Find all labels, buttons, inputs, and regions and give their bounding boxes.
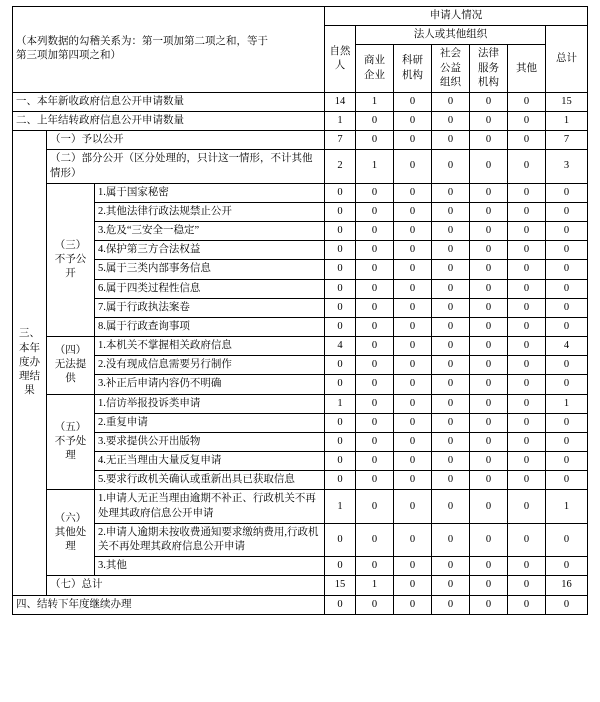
cell-g6-1-natural: 1 <box>325 490 356 523</box>
table-row-g3-7 <box>13 298 588 317</box>
group-2-label: （二）部分公开（区分处理的，只计这一情形，不计其他情形） <box>47 150 325 183</box>
cell-g6-1-legal: 0 <box>470 490 508 523</box>
cell-g6-3-research: 0 <box>394 557 432 576</box>
group-6-label: （六）其他处理 <box>47 490 95 576</box>
cell-g5-3-total: 0 <box>546 432 588 451</box>
cell-s1-commercial: 1 <box>356 92 394 111</box>
cell-g7-total: 16 <box>546 576 588 595</box>
cell-g4-3-commercial: 0 <box>356 375 394 394</box>
cell-g7-other: 0 <box>508 576 546 595</box>
cell-g2-natural: 2 <box>325 150 356 183</box>
cell-g7-natural: 15 <box>325 576 356 595</box>
table-row-g6-3 <box>13 557 588 576</box>
cell-g6-1-research: 0 <box>394 490 432 523</box>
cell-g4-2-legal: 0 <box>470 356 508 375</box>
cell-g3-6-research: 0 <box>394 279 432 298</box>
cell-g4-3-research: 0 <box>394 375 432 394</box>
cell-g4-2-social: 0 <box>432 356 470 375</box>
item-g6-2: 2.申请人逾期未按收费通知要求缴纳费用,行政机关不再处理其政府信息公开申请 <box>95 523 325 556</box>
cell-g3-1-social: 0 <box>432 183 470 202</box>
cell-g4-3-legal: 0 <box>470 375 508 394</box>
table-row-g5-3 <box>13 432 588 451</box>
cell-g5-3-legal: 0 <box>470 432 508 451</box>
item-g5-5: 5.要求行政机关确认或重新出具已获取信息 <box>95 471 325 490</box>
cell-s4-natural: 0 <box>325 595 356 614</box>
cell-g3-4-legal: 0 <box>470 241 508 260</box>
cell-s2-legal: 0 <box>470 112 508 131</box>
cell-g5-1-other: 0 <box>508 394 546 413</box>
cell-g3-2-natural: 0 <box>325 202 356 221</box>
cell-g3-4-other: 0 <box>508 241 546 260</box>
cell-g6-1-social: 0 <box>432 490 470 523</box>
cell-g5-4-social: 0 <box>432 452 470 471</box>
cell-g3-1-research: 0 <box>394 183 432 202</box>
table-row-g6-2 <box>13 523 588 556</box>
table-row-g5-5 <box>13 471 588 490</box>
cell-g3-2-research: 0 <box>394 202 432 221</box>
cell-g3-5-research: 0 <box>394 260 432 279</box>
header-col-research: 科研机构 <box>394 45 432 93</box>
cell-g6-3-total: 0 <box>546 557 588 576</box>
cell-g3-6-natural: 0 <box>325 279 356 298</box>
cell-g5-3-research: 0 <box>394 432 432 451</box>
cell-g3-3-natural: 0 <box>325 222 356 241</box>
cell-s2-other: 0 <box>508 112 546 131</box>
item-g3-7: 7.属于行政执法案卷 <box>95 298 325 317</box>
cell-g3-4-natural: 0 <box>325 241 356 260</box>
cell-g5-4-research: 0 <box>394 452 432 471</box>
item-g3-6: 6.属于四类过程性信息 <box>95 279 325 298</box>
cell-g3-1-commercial: 0 <box>356 183 394 202</box>
cell-s4-other: 0 <box>508 595 546 614</box>
section-4-label: 四、结转下年度继续办理 <box>13 595 325 614</box>
item-g6-3: 3.其他 <box>95 557 325 576</box>
item-g3-5: 5.属于三类内部事务信息 <box>95 260 325 279</box>
cell-g5-5-other: 0 <box>508 471 546 490</box>
cell-s4-legal: 0 <box>470 595 508 614</box>
header-applicant-situation: 申请人情况 <box>325 7 588 26</box>
cell-g4-3-other: 0 <box>508 375 546 394</box>
cell-g3-4-commercial: 0 <box>356 241 394 260</box>
cell-g6-3-social: 0 <box>432 557 470 576</box>
cell-s2-total: 1 <box>546 112 588 131</box>
cell-g3-5-social: 0 <box>432 260 470 279</box>
table-row-g3-3 <box>13 222 588 241</box>
table-row-g7 <box>13 576 588 595</box>
cell-g5-1-research: 0 <box>394 394 432 413</box>
cell-g5-5-total: 0 <box>546 471 588 490</box>
cell-g4-3-natural: 0 <box>325 375 356 394</box>
cell-g5-2-research: 0 <box>394 413 432 432</box>
cell-g1-social: 0 <box>432 131 470 150</box>
cell-s1-total: 15 <box>546 92 588 111</box>
cell-g5-4-commercial: 0 <box>356 452 394 471</box>
table-row-g4-1 <box>13 337 588 356</box>
cell-s1-legal: 0 <box>470 92 508 111</box>
cell-g3-5-commercial: 0 <box>356 260 394 279</box>
cell-g7-research: 0 <box>394 576 432 595</box>
cell-g3-6-total: 0 <box>546 279 588 298</box>
cell-g1-other: 0 <box>508 131 546 150</box>
cell-g3-8-other: 0 <box>508 317 546 336</box>
cell-g4-1-legal: 0 <box>470 337 508 356</box>
table-row-g3-8 <box>13 317 588 336</box>
header-row-1 <box>13 7 588 26</box>
cell-g3-5-total: 0 <box>546 260 588 279</box>
cell-g5-1-total: 1 <box>546 394 588 413</box>
table-row-section-1 <box>13 92 588 111</box>
header-col-commercial: 商业企业 <box>356 45 394 93</box>
cell-s2-commercial: 0 <box>356 112 394 131</box>
cell-s1-other: 0 <box>508 92 546 111</box>
table-row-g5-1 <box>13 394 588 413</box>
group-7-label: （七）总计 <box>47 576 325 595</box>
cell-g7-commercial: 1 <box>356 576 394 595</box>
cell-g3-8-commercial: 0 <box>356 317 394 336</box>
cell-g5-3-social: 0 <box>432 432 470 451</box>
cell-g1-legal: 0 <box>470 131 508 150</box>
cell-g5-4-legal: 0 <box>470 452 508 471</box>
section-2-label: 二、上年结转政府信息公开申请数量 <box>13 112 325 131</box>
cell-s4-commercial: 0 <box>356 595 394 614</box>
cell-g2-commercial: 1 <box>356 150 394 183</box>
cell-g6-1-total: 1 <box>546 490 588 523</box>
cell-g3-2-social: 0 <box>432 202 470 221</box>
cell-g5-1-natural: 1 <box>325 394 356 413</box>
cell-g6-1-other: 0 <box>508 490 546 523</box>
cell-g3-5-legal: 0 <box>470 260 508 279</box>
cell-g6-2-legal: 0 <box>470 523 508 556</box>
cell-g1-natural: 7 <box>325 131 356 150</box>
section-3-label: 三、本年度办理结果 <box>13 131 47 595</box>
cell-g6-2-natural: 0 <box>325 523 356 556</box>
table-row-g3-1 <box>13 183 588 202</box>
item-g5-1: 1.信访举报投诉类申请 <box>95 394 325 413</box>
cell-g6-1-commercial: 0 <box>356 490 394 523</box>
cell-g3-6-social: 0 <box>432 279 470 298</box>
cell-g5-3-other: 0 <box>508 432 546 451</box>
cell-g3-1-total: 0 <box>546 183 588 202</box>
cell-g6-2-research: 0 <box>394 523 432 556</box>
note-cell <box>13 7 325 93</box>
cell-g5-3-commercial: 0 <box>356 432 394 451</box>
cell-g4-1-social: 0 <box>432 337 470 356</box>
table-row-g4-2 <box>13 356 588 375</box>
cell-s2-research: 0 <box>394 112 432 131</box>
cell-g5-4-total: 0 <box>546 452 588 471</box>
cell-s1-social: 0 <box>432 92 470 111</box>
cell-g4-1-commercial: 0 <box>356 337 394 356</box>
table-row-g2 <box>13 150 588 183</box>
cell-g3-3-social: 0 <box>432 222 470 241</box>
cell-g4-1-natural: 4 <box>325 337 356 356</box>
cell-g4-1-other: 0 <box>508 337 546 356</box>
cell-g3-6-other: 0 <box>508 279 546 298</box>
cell-g4-1-research: 0 <box>394 337 432 356</box>
cell-g3-1-legal: 0 <box>470 183 508 202</box>
item-g3-1: 1.属于国家秘密 <box>95 183 325 202</box>
table-row-g3-4 <box>13 241 588 260</box>
cell-g3-7-legal: 0 <box>470 298 508 317</box>
cell-s1-research: 0 <box>394 92 432 111</box>
group-3-label: （三）不予公开 <box>47 183 95 336</box>
item-g4-2: 2.没有现成信息需要另行制作 <box>95 356 325 375</box>
header-legal-or-other-org: 法人或其他组织 <box>356 26 546 45</box>
cell-g5-2-commercial: 0 <box>356 413 394 432</box>
gov-info-disclosure-table <box>12 6 588 615</box>
group-4-label: （四）无法提供 <box>47 337 95 395</box>
cell-g3-5-other: 0 <box>508 260 546 279</box>
cell-g6-3-legal: 0 <box>470 557 508 576</box>
cell-g3-4-social: 0 <box>432 241 470 260</box>
cell-s1-natural: 14 <box>325 92 356 111</box>
table-row-g1 <box>13 131 588 150</box>
cell-g3-5-natural: 0 <box>325 260 356 279</box>
cell-g4-2-total: 0 <box>546 356 588 375</box>
cell-g5-3-natural: 0 <box>325 432 356 451</box>
cell-g3-3-other: 0 <box>508 222 546 241</box>
cell-g3-2-total: 0 <box>546 202 588 221</box>
cell-g5-5-natural: 0 <box>325 471 356 490</box>
cell-g5-5-commercial: 0 <box>356 471 394 490</box>
cell-s4-social: 0 <box>432 595 470 614</box>
table-row-g3-2 <box>13 202 588 221</box>
cell-g5-1-social: 0 <box>432 394 470 413</box>
cell-g3-7-natural: 0 <box>325 298 356 317</box>
header-col-social-welfare: 社会公益组织 <box>432 45 470 93</box>
cell-g3-8-legal: 0 <box>470 317 508 336</box>
cell-g5-2-other: 0 <box>508 413 546 432</box>
item-g4-1: 1.本机关不掌握相关政府信息 <box>95 337 325 356</box>
cell-g6-3-other: 0 <box>508 557 546 576</box>
cell-g3-3-total: 0 <box>546 222 588 241</box>
cell-g1-research: 0 <box>394 131 432 150</box>
cell-s2-natural: 1 <box>325 112 356 131</box>
note-line-1: （本列数据的勾稽关系为：第一项加第二项之和，等于 <box>16 36 268 48</box>
note-line-2: 第三项加第四项之和） <box>16 50 121 62</box>
cell-s4-total: 0 <box>546 595 588 614</box>
cell-g4-3-social: 0 <box>432 375 470 394</box>
cell-g2-other: 0 <box>508 150 546 183</box>
cell-g5-4-other: 0 <box>508 452 546 471</box>
cell-g5-1-legal: 0 <box>470 394 508 413</box>
cell-g6-2-other: 0 <box>508 523 546 556</box>
table-row-g5-4 <box>13 452 588 471</box>
cell-g4-2-commercial: 0 <box>356 356 394 375</box>
cell-g3-6-commercial: 0 <box>356 279 394 298</box>
cell-g5-2-social: 0 <box>432 413 470 432</box>
cell-s2-social: 0 <box>432 112 470 131</box>
cell-g3-1-natural: 0 <box>325 183 356 202</box>
cell-g5-5-social: 0 <box>432 471 470 490</box>
cell-g5-5-research: 0 <box>394 471 432 490</box>
cell-g6-2-social: 0 <box>432 523 470 556</box>
cell-g3-3-legal: 0 <box>470 222 508 241</box>
cell-g3-7-social: 0 <box>432 298 470 317</box>
group-5-label: （五）不予处理 <box>47 394 95 490</box>
item-g5-3: 3.要求提供公开出版物 <box>95 432 325 451</box>
cell-g4-2-other: 0 <box>508 356 546 375</box>
cell-g1-total: 7 <box>546 131 588 150</box>
cell-g6-3-commercial: 0 <box>356 557 394 576</box>
cell-g3-8-social: 0 <box>432 317 470 336</box>
cell-g2-legal: 0 <box>470 150 508 183</box>
cell-g6-3-natural: 0 <box>325 557 356 576</box>
table-row-g3-5 <box>13 260 588 279</box>
cell-g5-1-commercial: 0 <box>356 394 394 413</box>
header-col-other: 其他 <box>508 45 546 93</box>
cell-g4-1-total: 4 <box>546 337 588 356</box>
cell-g3-8-natural: 0 <box>325 317 356 336</box>
cell-g5-2-natural: 0 <box>325 413 356 432</box>
cell-g3-8-total: 0 <box>546 317 588 336</box>
cell-s4-research: 0 <box>394 595 432 614</box>
cell-g3-8-research: 0 <box>394 317 432 336</box>
cell-g4-3-total: 0 <box>546 375 588 394</box>
cell-g2-research: 0 <box>394 150 432 183</box>
cell-g3-1-other: 0 <box>508 183 546 202</box>
cell-g5-5-legal: 0 <box>470 471 508 490</box>
item-g5-2: 2.重复申请 <box>95 413 325 432</box>
group-1-label: （一）予以公开 <box>47 131 325 150</box>
cell-g3-7-total: 0 <box>546 298 588 317</box>
item-g3-4: 4.保护第三方合法权益 <box>95 241 325 260</box>
cell-g6-2-total: 0 <box>546 523 588 556</box>
item-g6-1: 1.申请人无正当理由逾期不补正、行政机关不再处理其政府信息公开申请 <box>95 490 325 523</box>
item-g4-3: 3.补正后申请内容仍不明确 <box>95 375 325 394</box>
cell-g3-6-legal: 0 <box>470 279 508 298</box>
cell-g5-2-total: 0 <box>546 413 588 432</box>
cell-g4-2-natural: 0 <box>325 356 356 375</box>
cell-g1-commercial: 0 <box>356 131 394 150</box>
cell-g3-2-legal: 0 <box>470 202 508 221</box>
item-g5-4: 4.无正当理由大量反复申请 <box>95 452 325 471</box>
item-g3-3: 3.危及“三安全一稳定” <box>95 222 325 241</box>
cell-g7-legal: 0 <box>470 576 508 595</box>
header-total: 总计 <box>546 26 588 93</box>
cell-g7-social: 0 <box>432 576 470 595</box>
header-natural-person: 自然人 <box>325 26 356 93</box>
cell-g6-2-commercial: 0 <box>356 523 394 556</box>
item-g3-8: 8.属于行政查询事项 <box>95 317 325 336</box>
cell-g5-4-natural: 0 <box>325 452 356 471</box>
cell-g3-4-research: 0 <box>394 241 432 260</box>
cell-g3-3-commercial: 0 <box>356 222 394 241</box>
table-row-g3-6 <box>13 279 588 298</box>
section-1-label: 一、本年新收政府信息公开申请数量 <box>13 92 325 111</box>
cell-g2-total: 3 <box>546 150 588 183</box>
table-row-g6-1 <box>13 490 588 523</box>
cell-g3-2-other: 0 <box>508 202 546 221</box>
cell-g3-4-total: 0 <box>546 241 588 260</box>
table-row-g4-3 <box>13 375 588 394</box>
cell-g3-2-commercial: 0 <box>356 202 394 221</box>
cell-g3-7-research: 0 <box>394 298 432 317</box>
table-row-section-4 <box>13 595 588 614</box>
cell-g4-2-research: 0 <box>394 356 432 375</box>
cell-g5-2-legal: 0 <box>470 413 508 432</box>
header-col-legal-service: 法律服务机构 <box>470 45 508 93</box>
cell-g2-social: 0 <box>432 150 470 183</box>
cell-g3-7-other: 0 <box>508 298 546 317</box>
table-row-section-2 <box>13 112 588 131</box>
cell-g3-7-commercial: 0 <box>356 298 394 317</box>
item-g3-2: 2.其他法律行政法规禁止公开 <box>95 202 325 221</box>
cell-g3-3-research: 0 <box>394 222 432 241</box>
table-row-g5-2 <box>13 413 588 432</box>
